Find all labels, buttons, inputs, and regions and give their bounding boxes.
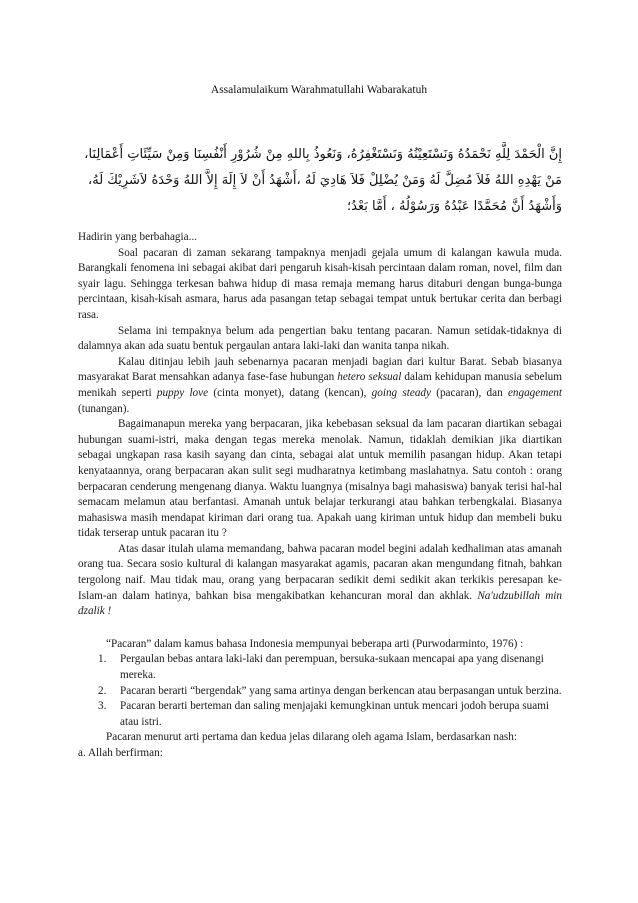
paragraph-4: Bagaimanapun mereka yang berpacaran, jika kebebasan seksual da lam pacaran diartikan sebagai hubungan suami-istri, maka dengan tegas mereka menolak. Namun, tidaklah demikian jika diartikan sebagai ungkapan rasa kasih sayang dan cinta, sebagai alat untuk memilih pasangan hidup. Akan tetapi kenyataannya, orang berpacaran akan sulit segi mudharatnya ketimbang maslahatnya. Satu contoh : orang berpacaran cenderung mengenang dianya. Waktu luangnya (misalnya bagi mahasiswa) banyak terisi hal-hal semacam melamun atau berfantasi. Amanah untuk belajar terkurangi atau bahkan terbengkalai. Biasanya mahasiswa masih mendapat kiriman dari orang tua. Apakah uang kiriman untuk hidup dan membeli buku tidak terserap untuk pacaran itu ? xyxy=(78,418,562,540)
arabic-line: إِنَّ الْحَمْدَ لِلَّهِ نَحْمَدُهُ وَنَسْتَعِيْنُهُ وَنَسْتَغْفِرُهُ، وَنَعُوذُ بِاللهِ مِنْ شُرُوْرِ أَنْفُسِنَا وَمِنْ سَيِّئَاتِ أَعْمَالِنَا، xyxy=(84,147,562,162)
document-body xyxy=(78,230,562,762)
list-number: 3. xyxy=(98,700,107,713)
list-text: Pergaulan bebas antara laki-laki dan perempuan, bersuka-sukaan mencapai apa yang disenangi mereka. xyxy=(120,653,544,682)
document-title: Assalamulaikum Warahmatullahi Wabarakatuh xyxy=(210,84,428,96)
paragraph-5 xyxy=(78,542,562,620)
greeting: Hadirin yang berbahagia... xyxy=(78,231,197,243)
list-item xyxy=(98,699,562,730)
arabic-opening-prayer xyxy=(78,142,562,220)
definition-intro: “Pacaran” dalam kamus bahasa Indonesia mempunyai beberapa arti (Purwodarminto, 1976) : xyxy=(106,637,524,650)
paragraph-3-text: (tunangan). xyxy=(78,402,130,415)
paragraph-2: Selama ini tempaknya belum ada pengertian baku tentang pacaran. Namun setidak-tidaknya di dalamnya akan ada suatu bentuk pergaulan antara laki-laki dan wanita tanpa nikah. xyxy=(78,324,562,353)
list-number: 2. xyxy=(98,684,107,697)
paragraph-3 xyxy=(78,355,562,417)
arabic-line: مَنْ يَهْدِهِ اللهُ فَلاَ مُضِلَّ لَهُ وَمَنْ يُضْلِلْ فَلاَ هَادِيَ لَهُ ،أَشْهَدُ أَنْ لاَ إِلَهَ إِلاَّ اللهُ وَحْدَهُ لاَشَرِيْكَ لَهُ، xyxy=(88,173,562,188)
arabic-line: وَأَشْهَدُ أَنَّ مُحَمَّدًا عَبْدُهُ وَرَسُوْلُهُ ، أَمَّا بَعْدُ؛ xyxy=(347,199,562,214)
paragraph-5-italic: Na'udzubillah min dzalik ! xyxy=(78,589,562,618)
paragraph-6: Pacaran menurut arti pertama dan kedua jelas dilarang oleh agama Islam, berdasarkan nash: xyxy=(106,731,517,744)
list-number: 1. xyxy=(98,653,107,666)
paragraph-1: Soal pacaran di zaman sekarang tampaknya menjadi gejala umum di kalangan kawula muda. Barangkali fenomena ini sebagai akibat dari pengaruh kisah-kisah percintaan dalam roman, novel, film dan syair lagu. Sehingga terkesan bahwa hidup di masa remaja memang harus ditaburi dengan bunga-bunga percintaan, kisah-kisah asmara, harus ada pasangan tetap sebagai tempat untuk bertukar cerita dan berbagi rasa. xyxy=(78,246,562,321)
list-item xyxy=(98,652,562,683)
term-going-steady: going steady xyxy=(371,386,431,399)
paragraph-7: a. Allah berfirman: xyxy=(78,747,163,759)
definition-list xyxy=(78,652,562,730)
paragraph-5-text: Atas dasar itulah ulama memandang, bahwa pacaran model begini adalah kedhaliman atas amanah orang tua. Secara sosio kultural di kalangan masyarakat agamis, pacaran akan mengundang fitnah, bahkan tergolong naif. Mau tidak mau, orang yang berpacaran sedikit demi sedikit akan terkikis peresapan ke-Islam-an dalam hatinya, bahkan bisa mengakibatkan kehancuran moral dan akhlak. xyxy=(78,542,562,602)
term-hetero-seksual: hetero seksual xyxy=(337,371,402,384)
list-text: Pacaran berarti “bergendak” yang sama artinya dengan berkencan atau berpasangan untuk berzina. xyxy=(120,684,562,697)
term-puppy-love: puppy love xyxy=(156,386,209,399)
paragraph-3-text: Kalau ditinjau lebih jauh sebenarnya pacaran menjadi bagian dari kultur Barat. Sebab biasanya masyarakat Barat mensahkan adanya fase-fase hubungan xyxy=(78,355,562,384)
term-engagement: engagement xyxy=(507,386,562,399)
list-item xyxy=(98,684,562,700)
paragraph-3-text: (cinta monyet), datang (kencan), xyxy=(208,386,372,399)
list-text: Pacaran berarti berteman dan saling menjajaki kemungkinan untuk mencari jodoh berupa suami atau istri. xyxy=(120,700,550,728)
paragraph-3-text: (pacaran), dan xyxy=(430,386,508,399)
paragraph-3-text: dalam kehidupan manusia sebelum menikah seperti xyxy=(78,371,562,399)
spacer xyxy=(78,620,562,637)
